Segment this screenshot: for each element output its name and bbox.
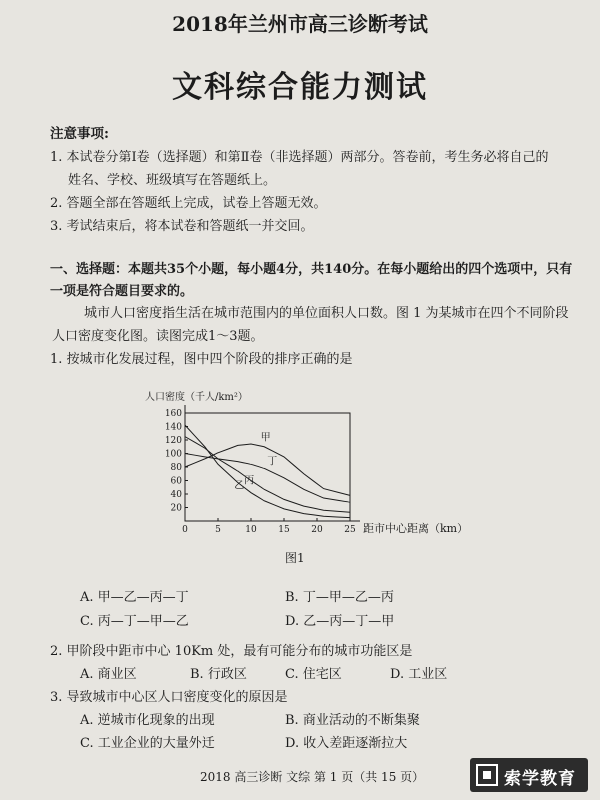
q2-option-d: D. 工业区 xyxy=(390,667,448,682)
y-tick-label: 100 xyxy=(164,449,182,460)
q1-option-a: A. 甲—乙—丙—丁 xyxy=(80,590,189,605)
chart-xlabel: 距市中心距离（km） xyxy=(363,522,469,535)
notice-item-1: 1. 本试卷分第Ⅰ卷（选择题）和第Ⅱ卷（非选择题）两部分。答卷前，考生务必将自己的 xyxy=(50,150,549,165)
x-tick-label: 5 xyxy=(215,525,221,535)
intro-line-2: 人口密度变化图。读图完成1～3题。 xyxy=(52,329,264,344)
x-tick-label: 10 xyxy=(245,525,257,535)
y-tick-label: 40 xyxy=(170,490,182,500)
intro-line-1: 城市人口密度指生活在城市范围内的单位面积人口数。图 1 为某城市在四个不同阶段 xyxy=(84,306,569,321)
series-label-1: 甲 xyxy=(260,432,271,444)
q1-option-c: C. 丙—丁—甲—乙 xyxy=(80,614,189,629)
section-heading-line-1: 一、选择题：本题共35个小题，每小题4分，共140分。在每小题给出的四个选项中，只有 xyxy=(50,262,573,277)
q2-option-c: C. 住宅区 xyxy=(285,667,342,682)
logo-icon xyxy=(476,764,498,786)
q3-option-b: B. 商业活动的不断集聚 xyxy=(285,713,420,728)
q3-option-c: C. 工业企业的大量外迁 xyxy=(80,736,215,751)
q3-option-d: D. 收入差距逐渐拉大 xyxy=(285,736,408,751)
population-density-chart xyxy=(135,388,475,578)
series-label-3: 丙 xyxy=(244,475,255,487)
watermark-logo xyxy=(470,758,588,792)
subject-title: 文科综合能力测试 xyxy=(172,70,428,105)
logo-text: 索学教育 xyxy=(504,769,576,789)
section-heading-line-2: 一项是符合题目要求的。 xyxy=(50,284,194,299)
chart-ylabel: 人口密度（千人/km²） xyxy=(145,392,248,403)
y-tick-label: 60 xyxy=(170,476,182,487)
question-1-stem: 1. 按城市化发展过程，图中四个阶段的排序正确的是 xyxy=(50,352,353,367)
x-tick-label: 0 xyxy=(182,525,188,535)
chart-caption: 图1 xyxy=(285,551,305,565)
series-label-2: 丁 xyxy=(267,456,278,468)
question-2-stem: 2. 甲阶段中距市中心 10Km 处，最有可能分布的城市功能区是 xyxy=(50,644,413,659)
q1-option-b: B. 丁—甲—乙—丙 xyxy=(285,590,394,605)
q3-option-a: A. 逆城市化现象的出现 xyxy=(80,713,215,728)
y-tick-label: 140 xyxy=(164,422,182,433)
chart-series-labels xyxy=(234,431,277,491)
exam-title: 2018年兰州市高三诊断考试 xyxy=(172,12,428,36)
q1-option-d: D. 乙—丙—丁—甲 xyxy=(285,614,395,629)
y-tick-label: 120 xyxy=(164,436,182,446)
series-label-4: 乙 xyxy=(234,480,245,492)
notice-item-3: 3. 考试结束后，将本试卷和答题纸一并交回。 xyxy=(50,219,314,234)
q2-option-a: A. 商业区 xyxy=(80,667,137,682)
q2-option-b: B. 行政区 xyxy=(190,667,247,682)
question-3-stem: 3. 导致城市中心区人口密度变化的原因是 xyxy=(50,690,288,705)
x-tick-label: 15 xyxy=(278,525,290,535)
y-tick-label: 160 xyxy=(164,409,182,419)
notice-heading: 注意事项: xyxy=(50,126,109,142)
y-tick-label: 20 xyxy=(170,503,182,514)
page-footer: 2018 高三诊断 文综 第 1 页（共 15 页） xyxy=(200,770,425,784)
y-tick-label: 80 xyxy=(170,463,182,473)
x-tick-label: 20 xyxy=(311,525,323,535)
notice-item-2: 2. 答题全部在答题纸上完成，试卷上答题无效。 xyxy=(50,196,327,211)
x-tick-label: 25 xyxy=(344,525,356,535)
notice-item-1-cont: 姓名、学校、班级填写在答题纸上。 xyxy=(68,173,277,188)
